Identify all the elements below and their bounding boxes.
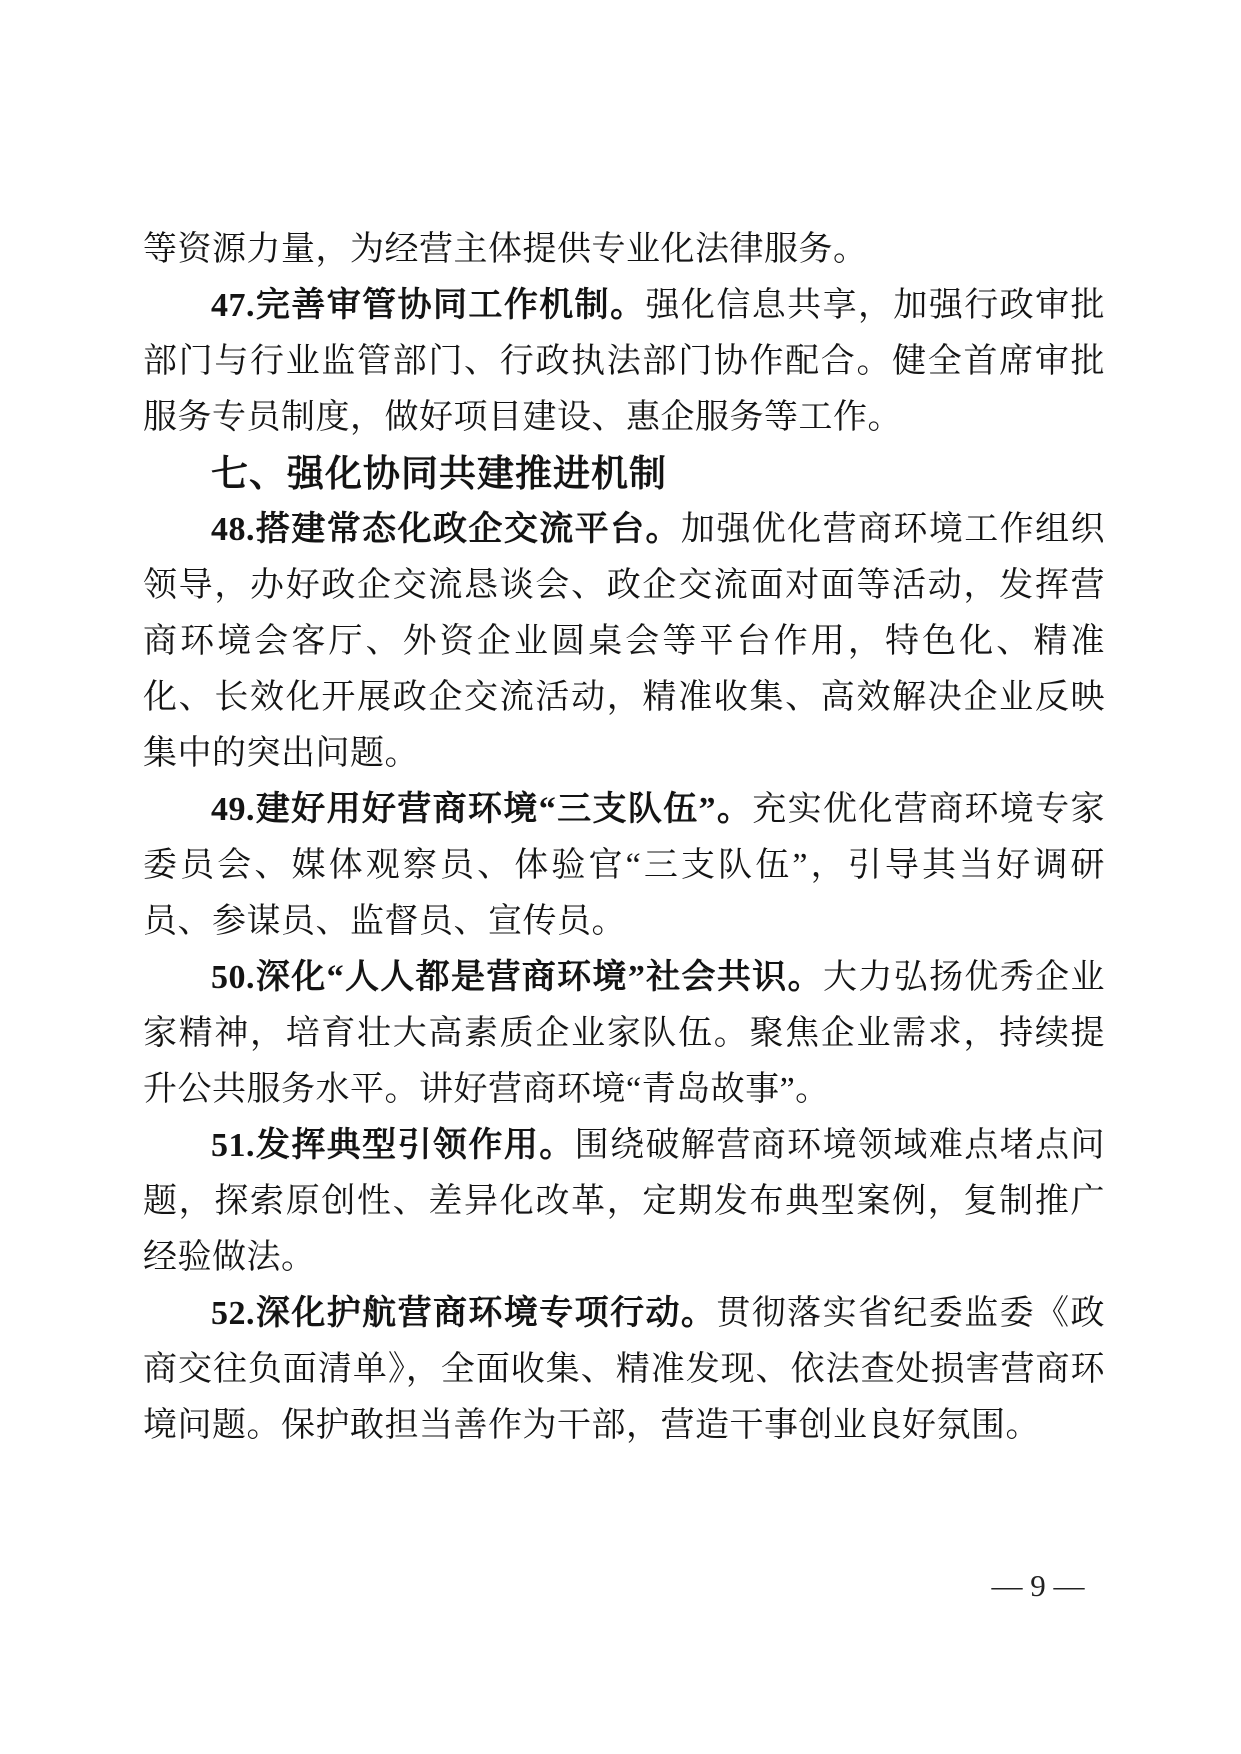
item-49-lead: 49.建好用好营商环境“三支队伍”。 (211, 791, 753, 828)
item-48-body: 加强优化营商环境工作组织领导，办好政企交流恳谈会、政企交流面对面等活动，发挥营商环境会客厅、外资企业圆桌会等平台作用，特色化、精准化、长效化开展政企交流活动，精准收集、高效解决企业反映集中的突出问题。 (143, 511, 1106, 772)
item-50-lead: 50.深化“人人都是营商环境”社会共识。 (211, 959, 823, 996)
item-51-body: 围绕破解营商环境领域难点堵点问题，探索原创性、差异化改革，定期发布典型案例，复制推广经验做法。 (143, 1127, 1106, 1276)
item-47-body: 强化信息共享，加强行政审批部门与行业监管部门、行政执法部门协作配合。健全首席审批服务专员制度，做好项目建设、惠企服务等工作。 (143, 287, 1105, 436)
paragraph-continuation (143, 222, 1105, 278)
paragraph-item-47 (143, 278, 1105, 446)
item-51-lead: 51.发挥典型引领作用。 (211, 1127, 575, 1164)
paragraph-text: 等资源力量，为经营主体提供专业化法律服务。 (143, 231, 868, 268)
item-50-body: 大力弘扬优秀企业家精神，培育壮大高素质企业家队伍。聚焦企业需求，持续提升公共服务水平。讲好营商环境“青岛故事”。 (143, 959, 1106, 1108)
item-48-lead: 48.搭建常态化政企交流平台。 (211, 511, 681, 548)
paragraph-item-50 (143, 950, 1105, 1118)
page-number-label: — 9 — (991, 1568, 1085, 1603)
paragraph-item-52 (143, 1286, 1105, 1454)
page-number (978, 1568, 1098, 1604)
item-52-body: 贯彻落实省纪委监委《政商交往负面清单》，全面收集、精准发现、依法查处损害营商环境问题。保护敢担当善作为干部，营造干事创业良好氛围。 (143, 1295, 1106, 1444)
item-47-lead: 47.完善审管协同工作机制。 (211, 287, 646, 324)
item-49-body: 充实优化营商环境专家委员会、媒体观察员、体验官“三支队伍”，引导其当好调研员、参谋员、监督员、宣传员。 (143, 791, 1106, 940)
paragraph-item-51 (143, 1118, 1105, 1286)
item-52-lead: 52.深化护航营商环境专项行动。 (211, 1295, 717, 1332)
section-heading-text: 七、强化协同共建推进机制 (211, 453, 667, 494)
paragraph-item-49 (143, 782, 1105, 950)
section-heading-7 (143, 446, 1105, 502)
paragraph-item-48 (143, 502, 1105, 782)
page-body-text (143, 222, 1105, 1454)
